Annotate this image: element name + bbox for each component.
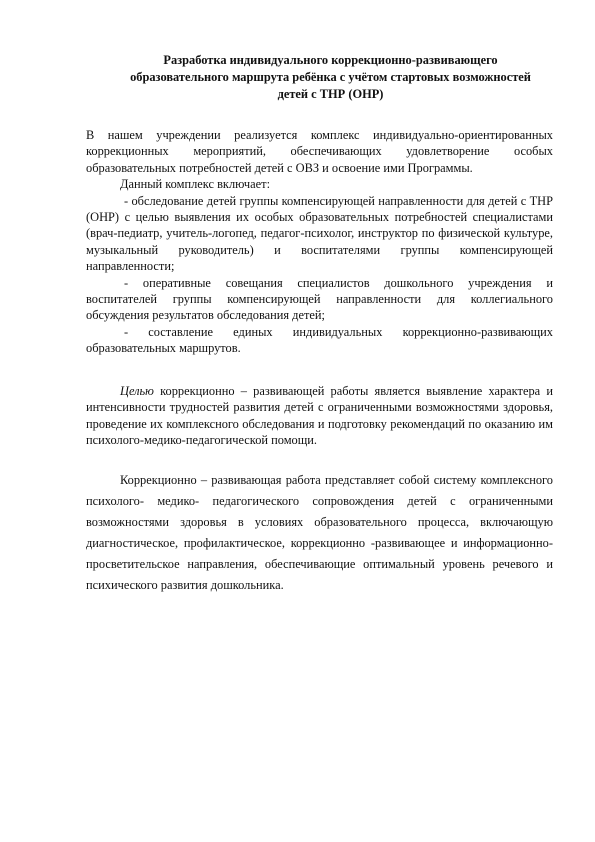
complex-lead: Данный комплекс включает: xyxy=(120,177,271,192)
title-line-1: Разработка индивидуального коррекционно-развивающего xyxy=(163,53,498,67)
complex-item-survey: - обследование детей группы компенсирующей направленности для детей с ТНР (ОНР) с целью выявления их особых образовательных потребностей специалистами (врач-педиатр, учитель-логопед, педагог-психолог, инструктор по физической культуре, музыкальный руководитель) и воспитателями группы компенсирующей направленности; xyxy=(86,193,553,274)
system-paragraph: Коррекционно – развивающая работа представляет собой систему комплексного психолого- медико- педагогического сопровождения детей с ограниченными возможностями здоровья в условиях образовательного процесса, включающую диагностическое, профилактическое, коррекционно -развивающее и информационно-просветительское направления, обеспечивающие оптимальный уровень речевого и психического развития дошкольника. xyxy=(86,473,553,593)
intro-paragraph: В нашем учреждении реализуется комплекс индивидуально-ориентированных коррекционных мероприятий, обеспечивающих удовлетворение особых образовательных потребностей детей с ОВЗ и освоение ими Программы. xyxy=(86,128,553,175)
goal-text: коррекционно – развивающей работы является выявление характера и интенсивности трудностей развития детей с ограниченными возможностями здоровья, проведение их комплексного обследования и подготовку рекомендаций по оказанию им психолого-медико-педагогической помощи. xyxy=(86,383,553,447)
title-line-2: образовательного маршрута ребёнка с учётом стартовых возможностей xyxy=(130,70,531,84)
title-line-3: детей с ТНР (ОНР) xyxy=(277,87,384,101)
document-title xyxy=(86,52,553,103)
goal-term: Целью xyxy=(120,383,154,398)
spacer xyxy=(86,448,553,470)
spacer xyxy=(86,357,553,383)
complex-item-meetings: - оперативные совещания специалистов дошкольного учреждения и воспитателей группы компенсирующей направленности для коллегиального обсуждения результатов обследования детей; xyxy=(86,275,553,323)
goal-paragraph xyxy=(86,383,553,449)
complex-item-routes: - составление единых индивидуальных коррекционно-развивающих образовательных маршрутов. xyxy=(86,324,553,356)
